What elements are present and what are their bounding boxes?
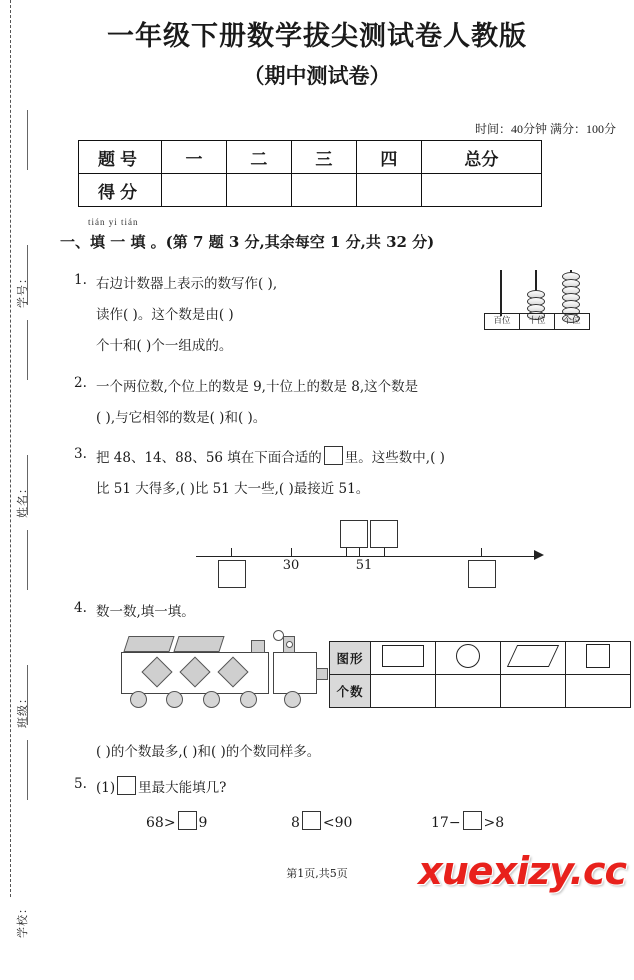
place-value-counter [484,268,588,330]
section-one-pinyin: tián yi tián [88,217,139,227]
exam-meta: 时间：40分钟 满分：100分 [474,122,616,136]
q2-line-2: ( ),与它相邻的数是( )和( )。 [96,410,267,426]
number-line-answer-box[interactable] [218,560,246,588]
q5-line-1b: 里最大能填几? [138,780,227,796]
site-watermark: xuexizy.cc [418,849,626,893]
train-wheel [284,691,301,708]
number-line-tick [384,548,385,556]
count-cell-square[interactable] [566,675,631,708]
number-line [196,518,556,580]
expression-2-right: <90 [322,815,353,831]
q3-line-1b: 里。这些数中,( ) [344,450,445,466]
q4-number: 4. [74,600,87,616]
train-smoke-circle [286,641,293,648]
train-wheel [203,691,220,708]
field-class: 班级： [17,692,29,728]
margin-rule [27,665,28,725]
page-footer: 第1页,共5页 [286,867,348,880]
number-line-axis [196,556,536,557]
dashed-fold-line [10,0,11,897]
train-wheel [130,691,147,708]
train-roof [173,636,224,652]
q3-number: 3. [74,446,87,462]
number-line-answer-box[interactable] [340,520,368,548]
answer-box[interactable] [324,446,343,465]
place-label-tens: 十位 [520,314,555,329]
score-col-2: 二 [226,141,291,174]
margin-rule [27,530,28,590]
counter-place-labels [484,313,590,330]
margin-rule [27,320,28,380]
number-line-arrow [534,550,544,560]
shape-cell-parallelogram [501,642,566,675]
place-label-hundreds: 百位 [485,314,520,329]
circle-icon [456,644,480,668]
q3-line-2: 比 51 大得多,( )比 51 大一些,( )最接近 51。 [96,481,370,497]
section-one-heading: 一、填 一 填 。(第 7 题 3 分,其余每空 1 分,共 32 分) [60,233,435,251]
number-line-label-51: 51 [355,558,373,573]
margin-rule [27,110,28,170]
answer-box[interactable] [117,776,136,795]
q2-line-1: 一个两位数,个位上的数是 9,十位上的数是 8,这个数是 [96,379,419,395]
expression-1-left: 68> [146,815,176,831]
expression-3-right: >8 [483,815,505,831]
score-table-row-label: 得分 [79,174,162,207]
number-line-tick [481,548,482,556]
score-col-4: 四 [356,141,421,174]
score-col-total: 总分 [421,141,541,174]
field-school: 学校： [17,902,29,938]
number-line-answer-box[interactable] [370,520,398,548]
number-line-tick [291,548,292,556]
field-student-id: 学号： [17,272,29,308]
number-line-tick [359,548,360,556]
expression-2 [291,811,352,831]
shape-count-table [329,641,631,708]
answer-box[interactable] [302,811,321,830]
expression-1 [146,811,207,831]
expression-3-left: 17− [431,815,461,831]
exam-body [46,0,634,897]
expression-3 [431,811,504,831]
train-wheel [240,691,257,708]
q1-line-1: 右边计数器上表示的数写作( ), [96,276,278,292]
q1-number: 1. [74,272,87,288]
shape-row-label: 图形 [330,642,371,675]
shape-cell-circle [436,642,501,675]
number-line-label-30: 30 [282,558,300,573]
train-chimney [251,640,265,653]
train-roof [123,636,174,652]
table-row [330,675,631,708]
square-icon [586,644,610,668]
q4-line-1: 数一数,填一填。 [96,604,195,620]
parallelogram-icon [507,645,559,667]
train-engine [273,652,317,694]
field-name: 姓名： [17,482,29,518]
margin-rule [27,245,28,305]
train-smoke-circle [273,630,284,641]
shape-cell-rectangle [371,642,436,675]
answer-box[interactable] [178,811,197,830]
q5-line-1 [96,776,226,796]
q1-line-2: 读作( )。这个数是由( ) [96,307,234,323]
q5-number: 5. [74,776,87,792]
shape-cell-square [566,642,631,675]
score-col-3: 三 [291,141,356,174]
count-cell-rectangle[interactable] [371,675,436,708]
margin-strip [0,0,46,938]
margin-rule [27,740,28,800]
train-wheel [166,691,183,708]
count-row-label: 个数 [330,675,371,708]
page-subtitle: （期中测试卷） [243,63,391,88]
q3-line-1 [96,446,445,466]
expression-1-right: 9 [198,815,208,831]
q4-line-2: ( )的个数最多,( )和( )的个数同样多。 [96,744,321,760]
q1-line-3: 个十和( )个一组成的。 [96,338,233,354]
counter-rod-hundreds [500,270,502,316]
number-line-answer-box[interactable] [468,560,496,588]
expression-2-left: 8 [291,815,300,831]
table-row [330,642,631,675]
page-title: 一年级下册数学拔尖测试卷人教版 [107,21,527,52]
margin-rule [27,455,28,515]
q2-number: 2. [74,375,87,391]
score-table-row-label: 题号 [79,141,162,174]
q3-line-1a: 把 48、14、88、56 填在下面合适的 [96,450,322,466]
count-cell-parallelogram[interactable] [501,675,566,708]
train-coupler [316,668,328,680]
score-col-1: 一 [162,141,227,174]
number-line-tick [231,548,232,556]
rectangle-icon [382,645,424,667]
q5-part-label: (1) [96,780,116,796]
answer-box[interactable] [463,811,482,830]
place-label-ones: 个位 [563,316,581,326]
count-cell-circle[interactable] [436,675,501,708]
number-line-tick [346,548,347,556]
